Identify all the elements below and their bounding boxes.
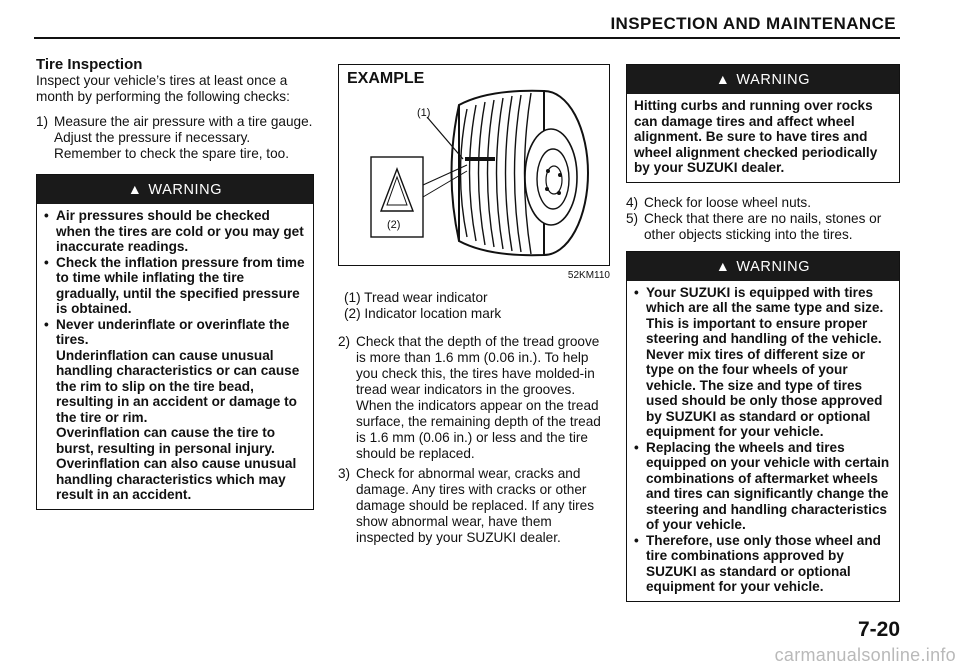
warning-item-continued: [44, 348, 306, 426]
section-title: Tire Inspection: [36, 56, 143, 73]
step-number: 1): [36, 114, 49, 129]
warning-triangle-icon: ▲: [715, 257, 731, 274]
bullet: •: [44, 208, 49, 223]
header-rule: [34, 37, 900, 39]
step-number: 4): [626, 194, 639, 210]
bullet: •: [44, 254, 49, 270]
column-right: [626, 64, 900, 602]
step-5: [626, 211, 900, 243]
warning-header: [627, 252, 899, 281]
column-left: [36, 56, 314, 510]
step-3: [338, 466, 610, 546]
step-text: Check that the depth of the tread groove is more than 1.6 mm (0.06 in.). To help you check this, the tires have molded-in tread wear indicators in the grooves. When the indicators appear on the tread surface, the remaining depth of the tread is 1.6 mm (0.06 in.) or less and the tire should be replaced.: [356, 334, 601, 461]
warning-item-text: Your SUZUKI is equipped with tires which are all the same type and size. This is important to ensure proper steering and handling of the vehicle. Never mix tires of different size or type on the four wheels of your vehicle. The size and type of tires used should be only those approved by SUZUKI as standard or optional equipment for your vehicle.: [646, 284, 884, 439]
tire-illustration: [339, 65, 609, 265]
legend-item-2: (2) Indicator location mark: [344, 306, 502, 321]
warning-item: [44, 317, 306, 348]
warning-list: [44, 208, 306, 503]
figure-id: 52KM110: [567, 270, 610, 281]
watermark: carmanualsonline.info: [774, 645, 956, 665]
tire-icon: [452, 91, 589, 255]
step-text: Check for abnormal wear, cracks and damage. Any tires with cracks or other damage should be replaced. If any tires show abnormal wear, have them inspected by your SUZUKI dealer.: [356, 466, 595, 545]
warning-list: [634, 285, 892, 595]
step-1: [36, 114, 314, 162]
warning-body: [627, 281, 899, 601]
bullet: •: [634, 532, 639, 548]
section-header-title: INSPECTION AND MAINTENANCE: [610, 14, 896, 33]
warning-item: [634, 440, 892, 533]
steps-list-2: [338, 334, 610, 546]
step-number: 5): [626, 210, 639, 226]
bullet: •: [634, 284, 639, 300]
warning-item: [634, 285, 892, 440]
steps-list-1: [36, 114, 314, 162]
bullet: •: [44, 316, 49, 332]
warning-item-text: Check the inflation pressure from time to time while inflating the tire gradually, until the specified pressure is obtained.: [56, 254, 305, 316]
step-number: 3): [338, 466, 351, 481]
warning-item: [44, 208, 306, 255]
steps-list-3: [626, 195, 900, 243]
callout-1: (1): [417, 107, 431, 119]
warning-item-continued: [44, 425, 306, 503]
warning-item-text: Replacing the wheels and tires equipped on your vehicle with certain combinations of aftermarket wheels and tires can significantly change the steering and handling characteristics of your vehicle.: [646, 439, 890, 532]
warning-item: [44, 255, 306, 317]
warning-box-tire-size: [626, 251, 900, 602]
warning-label: WARNING: [736, 258, 811, 275]
warning-box-alignment: [626, 64, 900, 183]
warning-triangle-icon: ▲: [127, 181, 143, 197]
warning-header: [37, 175, 313, 204]
page-number: 7-20: [857, 618, 900, 641]
warning-body: Hitting curbs and running over rocks can damage tires and affect wheel alignment. Be sure to have tires and wheel alignment checked periodically by your SUZUKI dealer.: [634, 98, 878, 175]
warning-label: WARNING: [736, 72, 811, 88]
example-figure-box: [338, 64, 610, 266]
warning-label: WARNING: [148, 182, 223, 198]
warning-box-pressure: [36, 174, 314, 510]
step-text: Measure the air pressure with a tire gauge. Adjust the pressure if necessary. Remember to check the spare tire, too.: [54, 114, 313, 161]
step-text: Check that there are no nails, stones or other objects sticking into the tires.: [644, 210, 882, 242]
warning-item-text: Air pressures should be checked when the tires are cold or you may get inaccurate readings.: [56, 208, 304, 254]
warning-item-text: Underinflation can cause unusual handling characteristics or can cause the rim to slip on the tire bead, resulting in an accident or damage to the tire or rim.: [56, 347, 300, 425]
figure-legend: [338, 290, 610, 322]
step-number: 2): [338, 334, 351, 349]
column-middle: [338, 64, 610, 546]
warning-item-text: Never underinflate or overinflate the tires.: [56, 316, 290, 347]
warning-item: [634, 533, 892, 595]
intro-text: Inspect your vehicle’s tires at least once a month by performing the following checks:: [36, 73, 290, 104]
warning-item-text: Therefore, use only those wheel and tire combinations approved by SUZUKI as standard or optional equipment for your vehicle.: [646, 532, 881, 594]
legend-item-1: (1) Tread wear indicator: [344, 290, 488, 305]
step-2: [338, 334, 610, 462]
example-title: EXAMPLE: [347, 70, 425, 87]
bullet: •: [634, 439, 639, 455]
step-text: Check for loose wheel nuts.: [644, 194, 811, 210]
warning-triangle-icon: ▲: [715, 71, 731, 87]
step-4: [626, 195, 900, 211]
warning-body: [37, 204, 313, 509]
warning-item-text: Overinflation can cause the tire to burst, resulting in personal injury. Overinflation can also cause unusual handling characteristics which may result in an accident.: [56, 425, 297, 502]
warning-header: [627, 65, 899, 94]
callout-2: (2): [387, 219, 401, 231]
